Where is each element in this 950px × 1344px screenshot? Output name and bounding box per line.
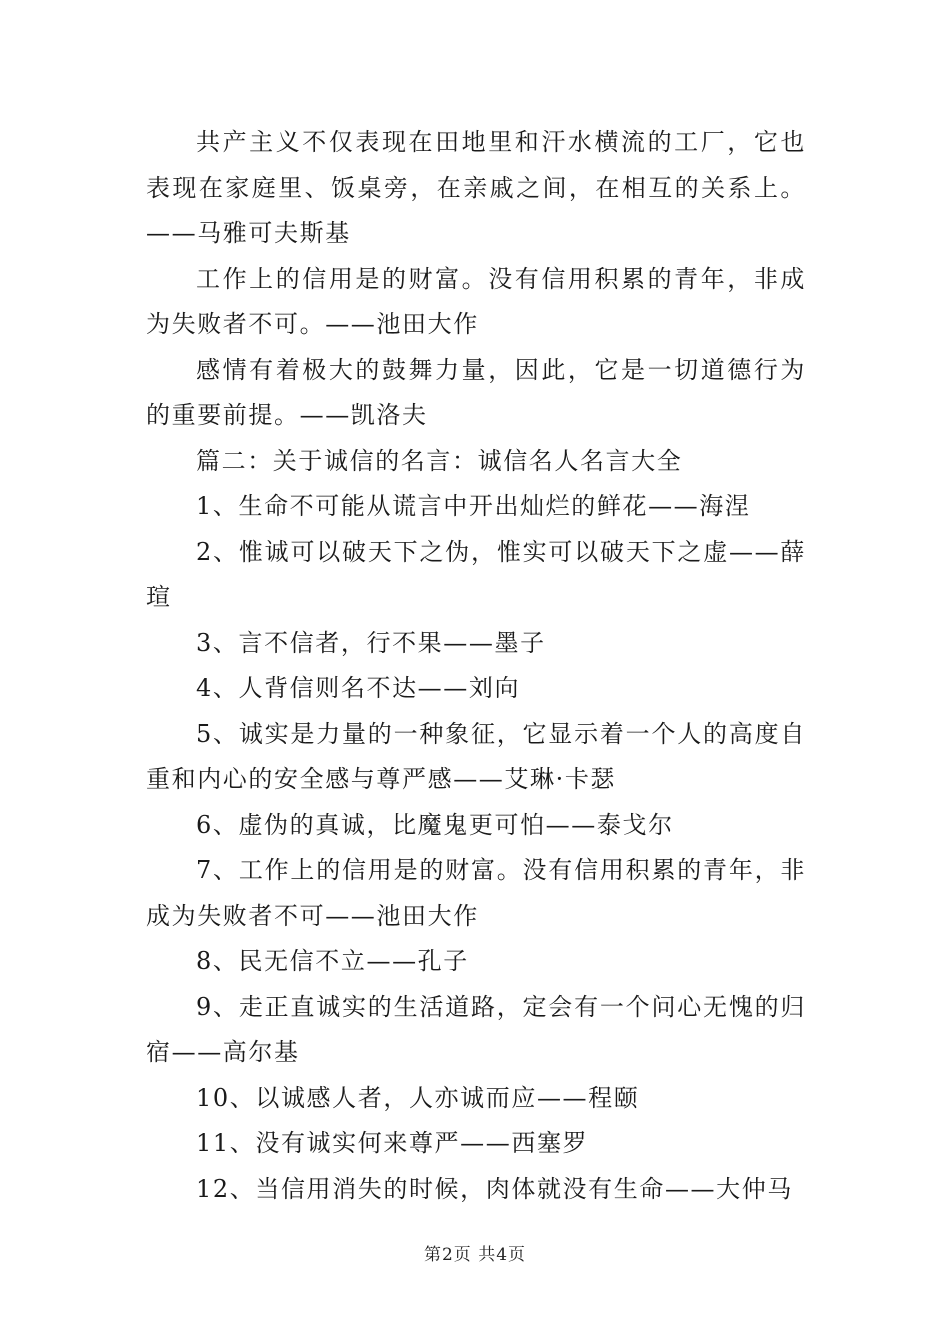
page-number-footer: 第2页 共4页	[423, 1245, 527, 1265]
list-item: 11、没有诚实何来尊严——西塞罗	[196, 1129, 589, 1157]
list-item: 12、当信用消失的时候，肉体就没有生命——大仲马	[196, 1174, 793, 1203]
list-item: 6、虚伪的真诚，比魔鬼更可怕——泰戈尔	[196, 810, 674, 839]
list-item: 7、工作上的信用是的财富。没有信用积累的青年，非成为失败者不可——池田大作	[146, 856, 806, 930]
list-item: 8、民无信不立——孔子	[196, 947, 469, 975]
list-item: 5、诚实是力量的一种象征，它显示着一个人的高度自重和内心的安全感与尊严感——艾琳·卡瑟	[146, 719, 806, 793]
paragraph-quote-ikeda: 工作上的信用是的财富。没有信用积累的青年，非成为失败者不可。——池田大作	[146, 264, 806, 338]
list-item: 9、走正直诚实的生活道路，定会有一个问心无愧的归宿——高尔基	[146, 992, 806, 1066]
document-body	[146, 120, 806, 1212]
list-item: 3、言不信者，行不果——墨子	[196, 628, 546, 657]
paragraph-quote-kairov: 感情有着极大的鼓舞力量，因此，它是一切道德行为的重要前提。——凯洛夫	[146, 355, 806, 429]
section-heading: 篇二：关于诚信的名言：诚信名人名言大全	[196, 446, 683, 475]
paragraph-quote-mayakovsky: 共产主义不仅表现在田地里和汗水横流的工厂，它也表现在家庭里、饭桌旁，在亲戚之间，在相互的关系上。——马雅可夫斯基	[146, 128, 806, 247]
list-item: 4、人背信则名不达——刘向	[196, 674, 521, 702]
list-item: 1、生命不可能从谎言中开出灿烂的鲜花——海涅	[196, 492, 751, 520]
list-item: 2、惟诚可以破天下之伪，惟实可以破天下之虚——薛瑄	[146, 537, 806, 611]
list-item: 10、以诚感人者，人亦诚而应——程颐	[196, 1083, 640, 1112]
